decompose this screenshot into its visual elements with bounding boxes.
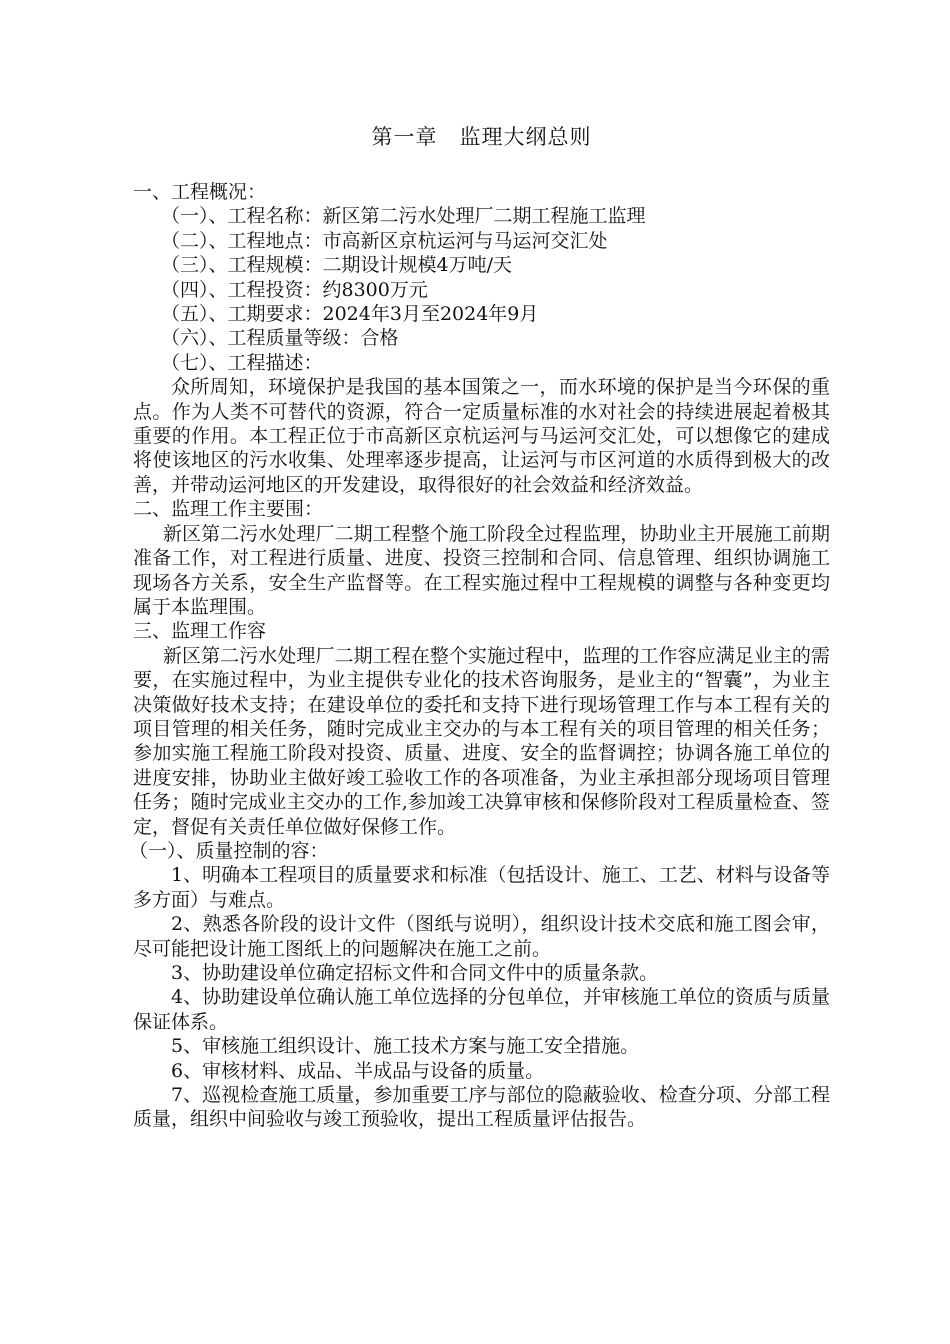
project-quality-grade-item: （六）、工程质量等级：合格 xyxy=(161,327,399,350)
quality-item-7: 7、巡视检查施工质量，参加重要工序与部位的隐蔽验收、检查分项、分部工程质量，组织中间验收与竣工预验收，提出工程质量评估报告。 xyxy=(133,1084,830,1131)
quality-item-4: 4、协助建设单位确认施工单位选择的分包单位，并审核施工单位的资质与质量保证体系。 xyxy=(133,986,830,1033)
content-paragraph: 新区第二污水处理厂二期工程在整个实施过程中，监理的工作容应满足业主的需要，在实施过程中，为业主提供专业化的技术咨询服务，是业主的“智囊”，为业主决策做好技术支持；在建设单位的委托和支持下进行现场管理工作与本工程有关的项目管理的相关任务，随时完成业主交办的与本工程有关的项目管理的相关任务；参加实施工程施工阶段对投资、质量、进度、安全的监督调控；协调各施工单位的进度安排，协助业主做好竣工验收工作的各项准备，为业主承担部分现场项目管理任务；随时完成业主交办的工作,参加竣工决算审核和保修阶段对工程质量检查、签定，督促有关责任单位做好保修工作。 xyxy=(133,644,830,838)
project-name-item: （一）、工程名称：新区第二污水处理厂二期工程施工监理 xyxy=(161,205,646,228)
section-heading-overview: 一、工程概况： xyxy=(133,181,267,203)
project-scale-item: （三）、工程规模：二期设计规模4万吨/天 xyxy=(161,254,512,277)
project-location-item: （二）、工程地点：市高新区京杭运河与马运河交汇处 xyxy=(161,229,608,252)
quality-item-5: 5、审核施工组织设计、施工技术方案与施工安全措施。 xyxy=(171,1035,640,1058)
quality-item-1: 1、明确本工程项目的质量要求和标准（包括设计、施工、工艺、材料与设备等多方面）与难点。 xyxy=(133,864,830,911)
scope-paragraph: 新区第二污水处理厂二期工程整个施工阶段全过程监理，协助业主开展施工前期准备工作，对工程进行质量、进度、投资三控制和合同、信息管理、组织协调施工现场各方关系，安全生产监督等。在工程实施过程中工程规模的调整与各种变更均属于本监理围。 xyxy=(133,522,830,618)
project-investment-item: （四）、工程投资：约8300万元 xyxy=(161,278,428,301)
section-heading-scope: 二、监理工作主要围： xyxy=(133,498,324,521)
project-description-paragraph: 众所周知，环境保护是我国的基本国策之一，而水环境的保护是当今环保的重点。作为人类不可替代的资源，符合一定质量标准的水对社会的持续进展起着极其重要的作用。本工程正位于市高新区京杭运河与马运河交汇处，可以想像它的建成将使该地区的污水收集、处理率逐步提高，让运河与市区河道的水质得到极大的改善，并带动运河地区的开发建设，取得很好的社会效益和经济效益。 xyxy=(133,376,830,496)
quality-item-2: 2、熟悉各阶段的设计文件（图纸与说明），组织设计技术交底和施工图会审，尽可能把设计施工图纸上的问题解决在施工之前。 xyxy=(133,913,830,960)
quality-control-heading: （一）、质量控制的容： xyxy=(129,839,329,862)
project-schedule-item: （五）、工期要求：2024年3月至2024年9月 xyxy=(161,303,539,326)
quality-item-6: 6、审核材料、成品、半成品与设备的质量。 xyxy=(171,1059,545,1082)
chapter-title: 第一章 监理大纲总则 xyxy=(371,125,592,149)
project-description-item: （七）、工程描述： xyxy=(161,351,323,374)
section-heading-content: 三、监理工作容 xyxy=(133,620,267,643)
quality-item-3: 3、协助建设单位确定招标文件和合同文件中的质量条款。 xyxy=(171,962,659,984)
